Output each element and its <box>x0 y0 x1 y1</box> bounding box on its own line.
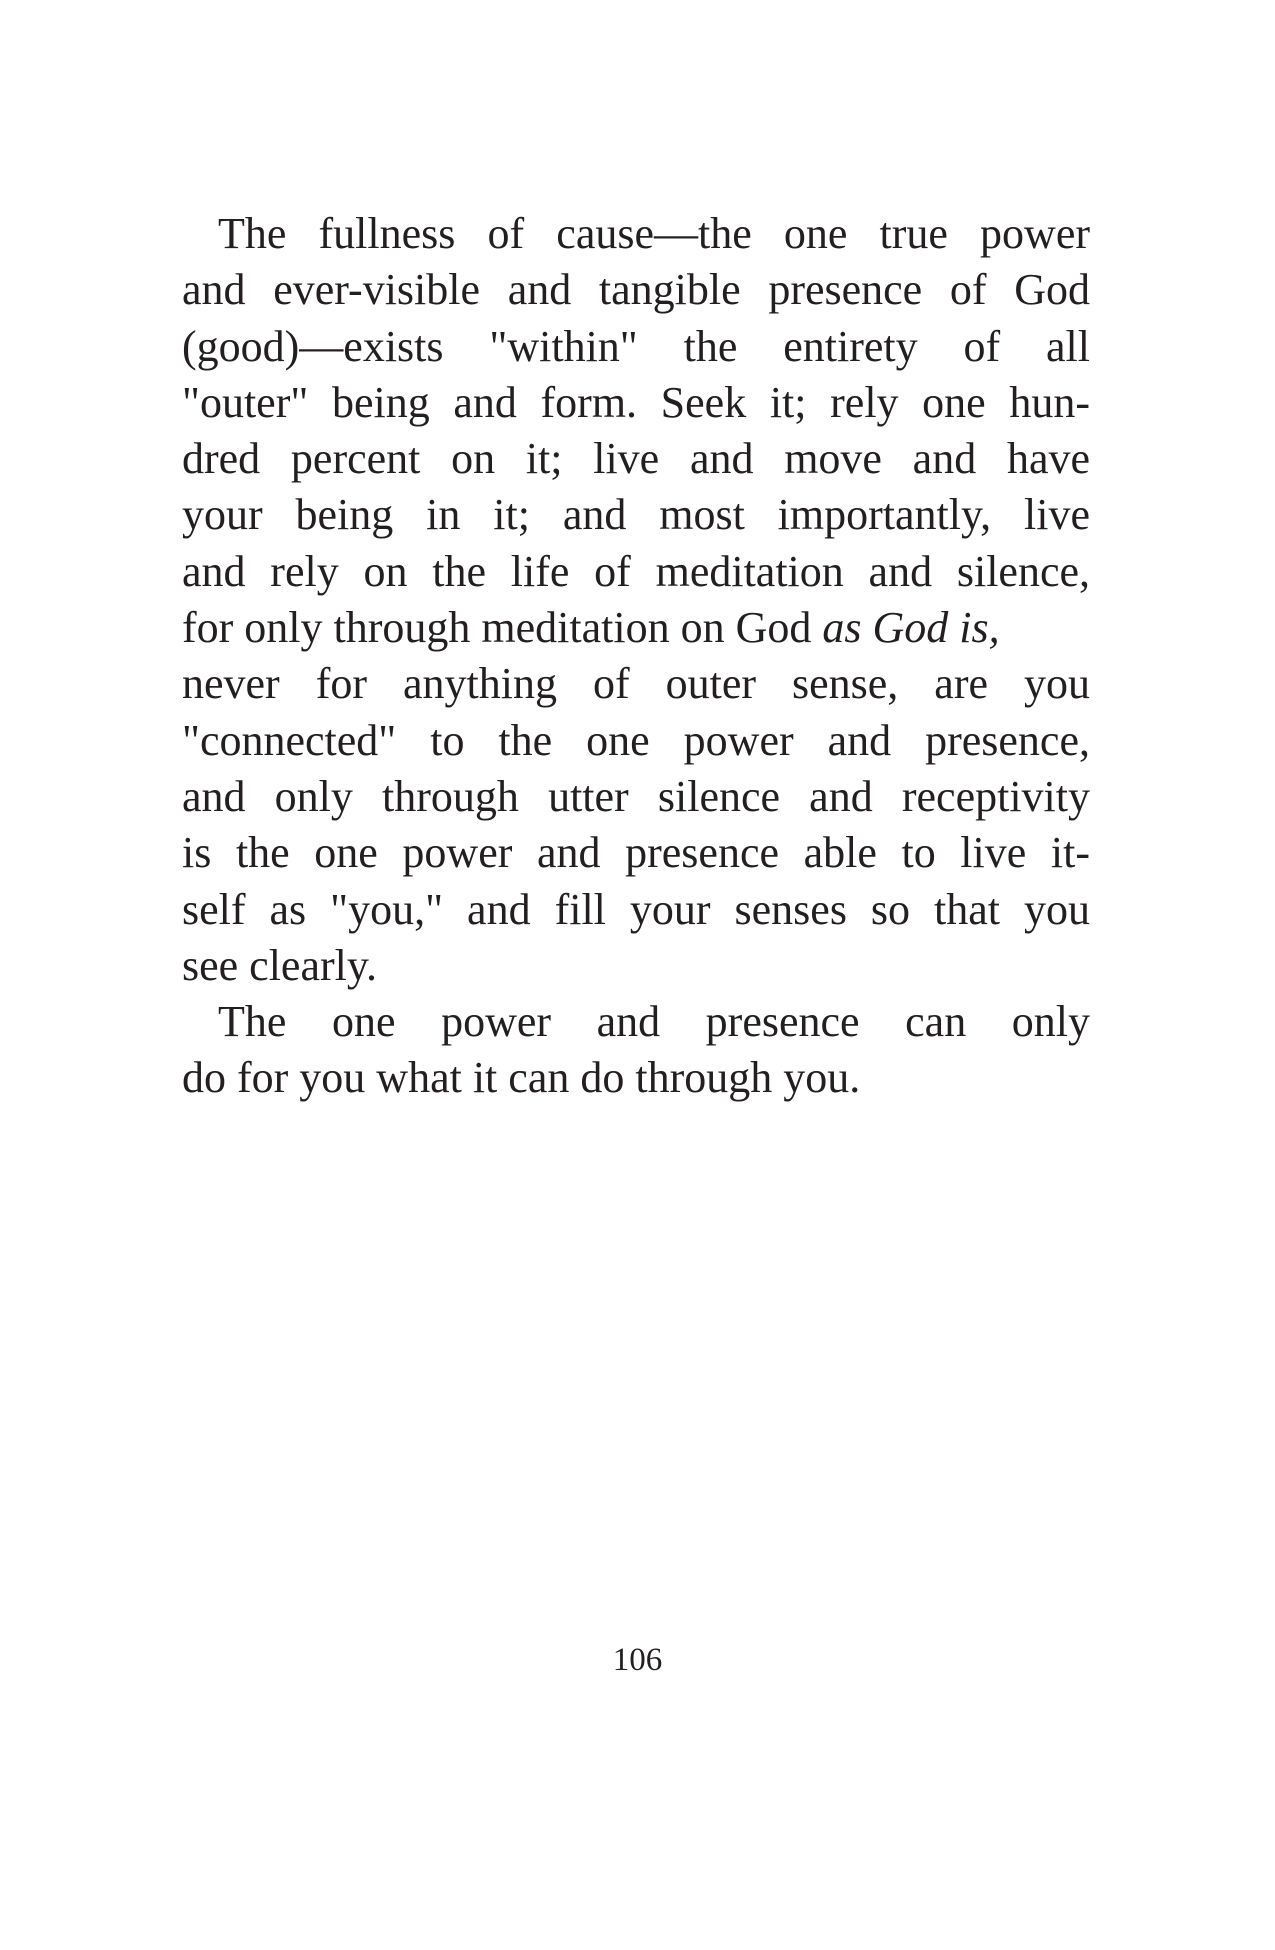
text-line: The one power and presence can only <box>218 997 1090 1047</box>
text-line: "outer" being and form. Seek it; rely one hun- <box>182 377 1090 427</box>
text-line: is the one power and presence able to live it- <box>182 828 1090 878</box>
text-line: never for anything of outer sense, are you <box>182 659 1090 709</box>
paragraph-2 <box>182 994 1090 1107</box>
text-line: (good)—exists "within" the entirety of all <box>182 321 1090 371</box>
body-text <box>182 206 1090 1107</box>
text-line: self as "you," and fill your senses so that you <box>182 884 1090 934</box>
text-line: and rely on the life of meditation and silence, <box>182 546 1090 596</box>
text-line: dred percent on it; live and move and have <box>182 434 1090 484</box>
text-run: for only through meditation on God <box>182 603 823 653</box>
paragraph-1 <box>182 206 1090 994</box>
page-number: 106 <box>612 1642 663 1678</box>
italic-emphasis: as God is, <box>822 603 1000 653</box>
text-line: The fullness of cause—the one true power <box>218 209 1090 258</box>
text-line: do for you what it can do through you. <box>182 1053 861 1103</box>
text-line: "connected" to the one power and presence, <box>182 715 1090 765</box>
text-line <box>182 600 1090 656</box>
text-line: see clearly. <box>182 940 378 990</box>
text-line: and only through utter silence and receptivity <box>182 771 1090 821</box>
text-line: and ever-visible and tangible presence of God <box>182 265 1090 315</box>
text-line: your being in it; and most importantly, live <box>182 490 1090 540</box>
